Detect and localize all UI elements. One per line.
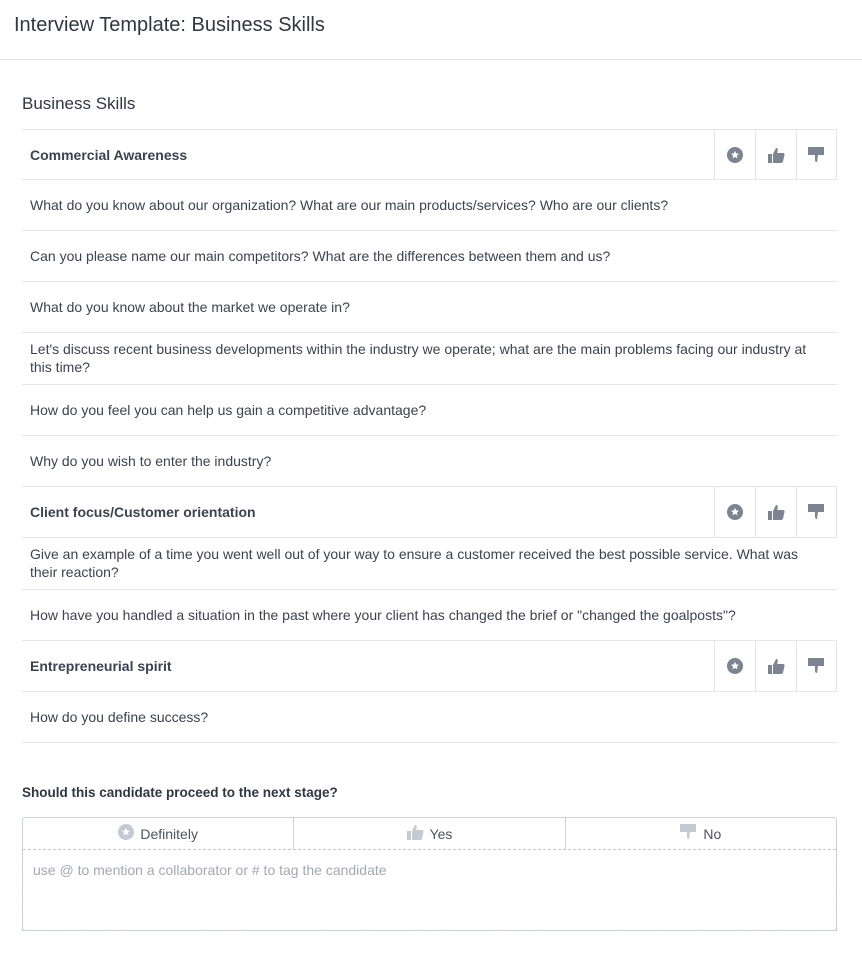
thumbs-up-icon[interactable] <box>755 641 796 691</box>
rating-buttons <box>714 641 837 691</box>
question-list <box>22 129 837 743</box>
section-title: Business Skills <box>22 94 136 113</box>
proceed-question: Should this candidate proceed to the next stage? <box>22 785 338 800</box>
question-group-header: Commercial Awareness <box>22 129 837 180</box>
question-row: What do you know about the market we operate in? <box>22 282 837 333</box>
yes-button[interactable]: Yes <box>293 818 564 849</box>
thumbs-down-icon[interactable] <box>796 641 837 691</box>
thumbs-down-icon <box>680 824 697 843</box>
thumbs-down-icon[interactable] <box>796 130 837 179</box>
question-row: Can you please name our main competitors? What are the differences between them and us? <box>22 231 837 282</box>
question-row: How have you handled a situation in the past where your client has changed the brief or "changed the goalposts"? <box>22 590 837 641</box>
star-icon[interactable] <box>714 641 755 691</box>
main-content <box>0 93 862 931</box>
thumbs-down-icon[interactable] <box>796 487 837 537</box>
question-group-header: Client focus/Customer orientation <box>22 487 837 538</box>
thumbs-up-icon[interactable] <box>755 130 796 179</box>
no-button[interactable]: No <box>565 818 836 849</box>
rating-buttons <box>714 487 837 537</box>
question-row: How do you feel you can help us gain a competitive advantage? <box>22 385 837 436</box>
question-row: How do you define success? <box>22 692 837 743</box>
thumbs-up-icon[interactable] <box>755 487 796 537</box>
question-row: Let's discuss recent business developments within the industry we operate; what are the main problems facing our industry at this time? <box>22 333 837 385</box>
proceed-box <box>22 817 837 931</box>
definitely-button[interactable]: Definitely <box>23 818 293 849</box>
star-icon[interactable] <box>714 130 755 179</box>
star-icon[interactable] <box>714 487 755 537</box>
page-title: Interview Template: Business Skills <box>14 14 325 36</box>
question-row: What do you know about our organization? What are our main products/services? Who are our clients? <box>22 180 837 231</box>
question-group-header: Entrepreneurial spirit <box>22 641 837 692</box>
question-row: Give an example of a time you went well out of your way to ensure a customer received the best possible service. What was their reaction? <box>22 538 837 590</box>
note-input[interactable]: use @ to mention a collaborator or # to tag the candidate <box>22 849 837 931</box>
question-row: Why do you wish to enter the industry? <box>22 436 837 487</box>
rating-buttons <box>714 130 837 179</box>
page-header <box>0 0 862 60</box>
thumbs-up-icon <box>407 824 424 843</box>
star-icon <box>118 824 134 843</box>
